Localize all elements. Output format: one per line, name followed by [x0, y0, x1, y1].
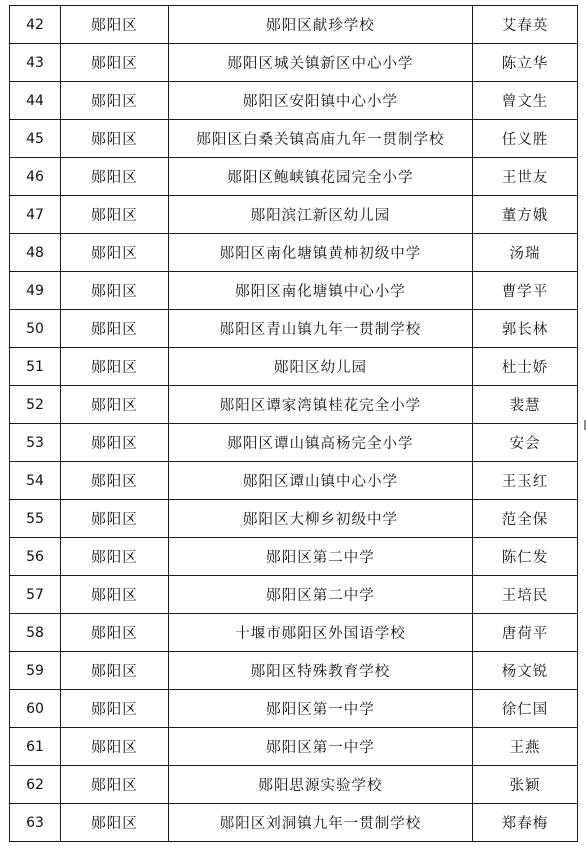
row-number-cell: 53: [10, 424, 61, 462]
roster-table-body: [10, 6, 578, 842]
teacher-name-cell: 王燕: [473, 728, 578, 766]
district-cell: 郧阳区: [61, 386, 169, 424]
school-cell: 郧阳区第一中学: [169, 728, 473, 766]
document-page: [9, 0, 577, 846]
district-cell: 郧阳区: [61, 234, 169, 272]
row-number-cell: 47: [10, 196, 61, 234]
table-row: [10, 82, 578, 120]
school-cell: 郧阳思源实验学校: [169, 766, 473, 804]
table-row: [10, 310, 578, 348]
district-cell: 郧阳区: [61, 120, 169, 158]
teacher-name-cell: 陈立华: [473, 44, 578, 82]
school-cell: 郧阳区大柳乡初级中学: [169, 500, 473, 538]
teacher-name-cell: 陈仁发: [473, 538, 578, 576]
row-number-cell: 51: [10, 348, 61, 386]
row-number-cell: 57: [10, 576, 61, 614]
district-cell: 郧阳区: [61, 424, 169, 462]
school-cell: 郧阳区谭山镇中心小学: [169, 462, 473, 500]
row-number-cell: 45: [10, 120, 61, 158]
district-cell: 郧阳区: [61, 652, 169, 690]
school-cell: 郧阳区谭家湾镇桂花完全小学: [169, 386, 473, 424]
school-cell: 郧阳区安阳镇中心小学: [169, 82, 473, 120]
row-number-cell: 54: [10, 462, 61, 500]
teacher-name-cell: 王世友: [473, 158, 578, 196]
district-cell: 郧阳区: [61, 44, 169, 82]
teacher-name-cell: 唐荷平: [473, 614, 578, 652]
row-number-cell: 56: [10, 538, 61, 576]
teacher-name-cell: 曹学平: [473, 272, 578, 310]
school-cell: 郧阳区青山镇九年一贯制学校: [169, 310, 473, 348]
teacher-name-cell: 杨文锐: [473, 652, 578, 690]
school-cell: 郧阳区第二中学: [169, 538, 473, 576]
teacher-name-cell: 徐仁国: [473, 690, 578, 728]
school-cell: 郧阳区第二中学: [169, 576, 473, 614]
district-cell: 郧阳区: [61, 82, 169, 120]
district-cell: 郧阳区: [61, 6, 169, 44]
school-cell: 郧阳区鲍峡镇花园完全小学: [169, 158, 473, 196]
row-number-cell: 44: [10, 82, 61, 120]
teacher-name-cell: 杜士娇: [473, 348, 578, 386]
row-number-cell: 43: [10, 44, 61, 82]
table-row: [10, 538, 578, 576]
school-cell: 郧阳区南化塘镇黄柿初级中学: [169, 234, 473, 272]
school-cell: 郧阳区刘洞镇九年一贯制学校: [169, 804, 473, 842]
table-row: [10, 462, 578, 500]
table-row: [10, 652, 578, 690]
table-row: [10, 348, 578, 386]
teacher-name-cell: 董方娥: [473, 196, 578, 234]
teacher-name-cell: 裴慧: [473, 386, 578, 424]
teacher-name-cell: 郑春梅: [473, 804, 578, 842]
school-cell: 郧阳区特殊教育学校: [169, 652, 473, 690]
table-row: [10, 424, 578, 462]
row-number-cell: 61: [10, 728, 61, 766]
teacher-name-cell: 汤瑞: [473, 234, 578, 272]
table-row: [10, 500, 578, 538]
row-number-cell: 63: [10, 804, 61, 842]
table-row: [10, 120, 578, 158]
district-cell: 郧阳区: [61, 462, 169, 500]
table-row: [10, 196, 578, 234]
table-row: [10, 386, 578, 424]
school-cell: 郧阳区幼儿园: [169, 348, 473, 386]
teacher-name-cell: 范全保: [473, 500, 578, 538]
district-cell: 郧阳区: [61, 310, 169, 348]
school-cell: 郧阳区白桑关镇高庙九年一贯制学校: [169, 120, 473, 158]
district-cell: 郧阳区: [61, 196, 169, 234]
row-number-cell: 42: [10, 6, 61, 44]
table-row: [10, 272, 578, 310]
district-cell: 郧阳区: [61, 500, 169, 538]
table-row: [10, 158, 578, 196]
row-number-cell: 52: [10, 386, 61, 424]
table-row: [10, 234, 578, 272]
teacher-name-cell: 王玉红: [473, 462, 578, 500]
school-cell: 郧阳区谭山镇高杨完全小学: [169, 424, 473, 462]
teacher-name-cell: 张颖: [473, 766, 578, 804]
district-cell: 郧阳区: [61, 348, 169, 386]
row-number-cell: 50: [10, 310, 61, 348]
school-cell: 郧阳区南化塘镇中心小学: [169, 272, 473, 310]
teacher-name-cell: 王培民: [473, 576, 578, 614]
row-number-cell: 55: [10, 500, 61, 538]
district-cell: 郧阳区: [61, 158, 169, 196]
row-number-cell: 62: [10, 766, 61, 804]
school-cell: 郧阳区第一中学: [169, 690, 473, 728]
table-row: [10, 6, 578, 44]
district-cell: 郧阳区: [61, 690, 169, 728]
teacher-name-cell: 郭长林: [473, 310, 578, 348]
school-cell: 郧阳区城关镇新区中心小学: [169, 44, 473, 82]
row-number-cell: 60: [10, 690, 61, 728]
district-cell: 郧阳区: [61, 538, 169, 576]
row-number-cell: 49: [10, 272, 61, 310]
teacher-name-cell: 安会: [473, 424, 578, 462]
district-cell: 郧阳区: [61, 766, 169, 804]
table-row: [10, 804, 578, 842]
row-number-cell: 46: [10, 158, 61, 196]
table-row: [10, 44, 578, 82]
roster-table: [9, 5, 578, 842]
district-cell: 郧阳区: [61, 804, 169, 842]
district-cell: 郧阳区: [61, 272, 169, 310]
school-cell: 郧阳滨江新区幼儿园: [169, 196, 473, 234]
table-row: [10, 614, 578, 652]
district-cell: 郧阳区: [61, 728, 169, 766]
table-row: [10, 728, 578, 766]
table-row: [10, 766, 578, 804]
teacher-name-cell: 曾文生: [473, 82, 578, 120]
teacher-name-cell: 任义胜: [473, 120, 578, 158]
school-cell: 十堰市郧阳区外国语学校: [169, 614, 473, 652]
school-cell: 郧阳区献珍学校: [169, 6, 473, 44]
row-number-cell: 59: [10, 652, 61, 690]
row-number-cell: 48: [10, 234, 61, 272]
row-number-cell: 58: [10, 614, 61, 652]
district-cell: 郧阳区: [61, 614, 169, 652]
table-row: [10, 576, 578, 614]
table-row: [10, 690, 578, 728]
district-cell: 郧阳区: [61, 576, 169, 614]
teacher-name-cell: 艾春英: [473, 6, 578, 44]
